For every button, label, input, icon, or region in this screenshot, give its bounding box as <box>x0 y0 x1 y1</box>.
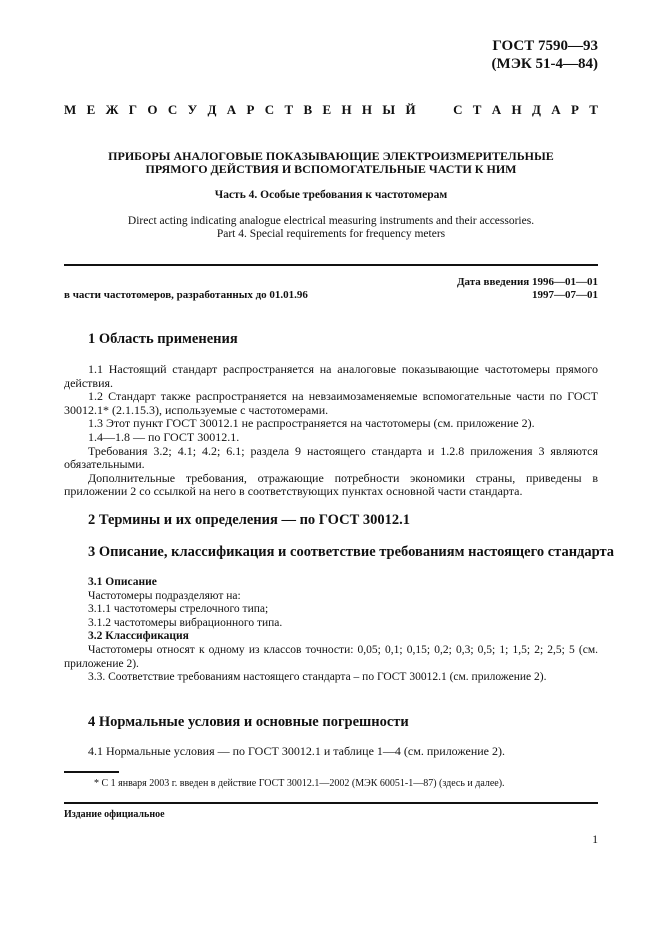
paragraph: 1.2 Стандарт также распространяется на невзаимозаменяемые вспомогательные части по ГОСТ 30012.1* (2.1.15.3), используемые с частотомерами. <box>64 389 598 417</box>
banner-letter: Р <box>570 102 579 117</box>
page-number: 1 <box>592 834 598 846</box>
effective-date-2: 1997—07—01 <box>532 289 598 301</box>
banner-gap <box>439 102 442 118</box>
footnote: * С 1 января 2003 г. введен в действие ГОСТ 30012.1—2002 (МЭК 60051-1—87) (здесь и далее). <box>94 778 505 789</box>
banner-letter: Г <box>128 102 138 117</box>
banner-letter: Н <box>511 102 522 117</box>
banner-letter: Й <box>405 102 416 117</box>
banner-letter: Н <box>341 102 352 117</box>
paragraph: 3.1.2 частотомеры вибрационного типа. <box>88 616 283 629</box>
subsection-heading: 3.2 Классификация <box>88 630 189 643</box>
banner-letter: У <box>187 102 198 117</box>
banner-letter: М <box>64 102 77 117</box>
paragraph: Требования 3.2; 4.1; 4.2; 6.1; раздела 9 настоящего стандарта и 1.2.8 приложения 3 являются обязательными. <box>64 443 598 472</box>
banner-letter: Р <box>246 102 255 117</box>
title-line-1: ПРИБОРЫ АНАЛОГОВЫЕ ПОКАЗЫВАЮЩИЕ ЭЛЕКТРОИЗМЕРИТЕЛЬНЫЕ <box>108 149 554 163</box>
banner-letter: Д <box>207 102 217 117</box>
banner-letter: С <box>264 102 275 117</box>
iec-number: (МЭК 51-4—84) <box>491 56 598 72</box>
banner-letter: С <box>167 102 178 117</box>
banner-letter: А <box>226 102 237 117</box>
paragraph: Частотомеры подразделяют на: <box>88 589 241 602</box>
divider <box>64 264 598 266</box>
title-line-2: ПРЯМОГО ДЕЙСТВИЯ И ВСПОМОГАТЕЛЬНЫЕ ЧАСТИ К НИМ <box>145 162 517 176</box>
banner-letter: Т <box>589 102 598 117</box>
paragraph: Частотомеры относят к одному из классов точности: 0,05; 0,1; 0,15; 0,2; 0,3; 0,5; 1; 1,5; 2; 2,5; 5 (см. приложение 2). <box>64 643 598 670</box>
banner-gap <box>426 102 429 118</box>
footer-divider <box>64 802 598 804</box>
official-edition-label: Издание официальное <box>64 809 165 820</box>
banner-letter: Т <box>284 102 294 117</box>
banner-letter: О <box>147 102 158 117</box>
interstate-standard-banner <box>64 102 598 118</box>
banner-letter: С <box>453 102 463 117</box>
standard-code <box>64 37 598 73</box>
paragraph: Дополнительные требования, отражающие потребности экономики страны, приведены в приложении 2 со ссылкой на него в соответствующих пунктах основной части стандарта. <box>64 470 598 499</box>
section-1-heading: 1 Область применения <box>88 331 238 347</box>
paragraph: 3.3. Соответствие требованиям настоящего стандарта – по ГОСТ 30012.1 (см. приложение 2). <box>88 671 547 684</box>
section-4-heading: 4 Нормальные условия и основные погрешности <box>88 714 409 730</box>
paragraph: 1.4—1.8 — по ГОСТ 30012.1. <box>88 429 240 444</box>
banner-letter: А <box>491 102 502 117</box>
banner-letter: Ы <box>382 102 396 117</box>
section-3-heading: 3 Описание, классификация и соответствие требованиям настоящего стандарта <box>88 544 615 560</box>
english-title-line-1: Direct acting indicating analogue electrical measuring instruments and their accessories. <box>127 215 535 227</box>
date-scope-note: в части частотомеров, разработанных до 01.01.96 <box>64 289 308 301</box>
banner-letter: Е <box>322 102 332 117</box>
section-3-body <box>64 576 598 685</box>
subsection-heading: 3.1 Описание <box>88 576 157 588</box>
section-1-body <box>64 363 598 499</box>
footnote-rule <box>64 771 119 773</box>
section-2-heading: 2 Термины и их определения — по ГОСТ 30012.1 <box>88 512 411 528</box>
banner-letter: В <box>303 102 313 117</box>
gost-number: ГОСТ 7590—93 <box>492 38 598 54</box>
section-4-body <box>64 745 598 759</box>
effective-date: Дата введения 1996—01—01 <box>456 276 598 288</box>
banner-letter: Н <box>361 102 373 117</box>
banner-letter: А <box>551 102 561 117</box>
part-title: Часть 4. Особые требования к частотомерам <box>214 189 448 201</box>
banner-letter: Е <box>86 102 96 117</box>
english-title <box>64 215 598 241</box>
paragraph: 1.3 Этот пункт ГОСТ 30012.1 не распространяется на частотомеры (см. приложение 2). <box>88 416 535 431</box>
document-title <box>64 150 598 176</box>
english-title-line-2: Part 4. Special requirements for frequency meters <box>216 228 446 240</box>
paragraph: 1.1 Настоящий стандарт распространяется на аналоговые показывающие частотомеры прямого действия. <box>64 362 598 390</box>
banner-letter: Т <box>472 102 482 117</box>
paragraph: 3.1.1 частотомеры стрелочного типа; <box>88 603 269 616</box>
banner-letter: Ж <box>105 102 119 117</box>
paragraph: 4.1 Нормальные условия — по ГОСТ 30012.1 и таблице 1—4 (см. приложение 2). <box>88 744 506 758</box>
banner-letter: Д <box>531 102 541 117</box>
